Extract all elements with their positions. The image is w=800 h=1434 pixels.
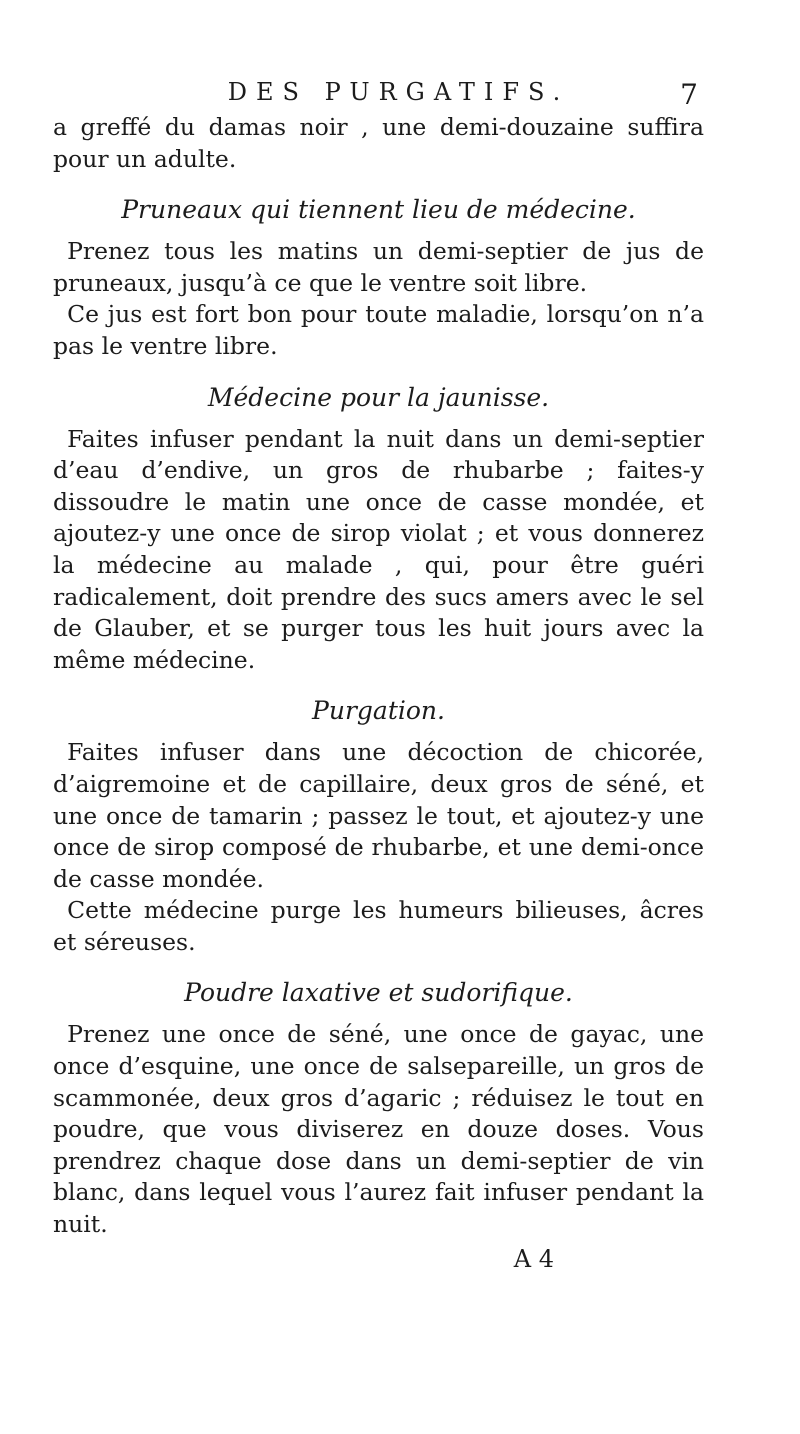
paragraph-pruneaux-1: Prenez tous les matins un demi-septier de jus de pruneaux, jusqu’à ce que le ventre soit libre. (53, 237, 704, 297)
section-heading-purgation: Purgation. (312, 696, 445, 726)
running-title: DES PURGATIFS. (227, 78, 570, 106)
paragraph-purgation-1: Faites infuser dans une décoction de chicorée, d’aigremoine et de capillaire, deux gros de séné, et une once de tamarin ; passez le tout, et ajoutez-y une once de sirop composé de rhubarbe, et une demi-once de casse mondée. (53, 738, 704, 893)
paragraph-purgation-2: Cette médecine purge les humeurs bilieuses, âcres et séreuses. (53, 896, 704, 956)
page-number: 7 (680, 78, 698, 111)
paragraph-poudre-1: Prenez une once de séné, une once de gayac, une once d’esquine, une once de salsepareille, un gros de scammonée, deux gros d’agaric ; réduisez le tout en poudre, que vous diviserez en douze doses. Vous prendrez chaque dose dans un demi-septier de vin blanc, dans lequel vous l’aurez fait infuser pendant la nuit. (53, 1020, 704, 1239)
section-heading-jaunisse: Médecine pour la jaunisse. (207, 382, 550, 412)
section-heading-pruneaux: Pruneaux qui tiennent lieu de médecine. (121, 195, 636, 225)
section-heading-poudre: Poudre laxative et sudorifique. (184, 978, 573, 1008)
intro-paragraph: a greffé du damas noir , une demi-douzaine suffira pour un adulte. (53, 113, 704, 173)
paragraph-jaunisse-1: Faites infuser pendant la nuit dans un demi-septier d’eau d’endive, un gros de rhubarbe ; faites-y dissoudre le matin une once de casse mondée, et ajoutez-y une once de sirop violat ; et vous donnerez la médecine au malade , qui, pour être guéri radicalement, doit prendre des sucs amers avec le sel de Glauber, et se purger tous les huit jours avec la même médecine. (53, 424, 704, 674)
running-head (53, 78, 704, 112)
paragraph-pruneaux-2: Ce jus est fort bon pour toute maladie, lorsqu’on n’a pas le ventre libre. (53, 300, 704, 360)
signature-mark: A 4 (513, 1244, 554, 1273)
